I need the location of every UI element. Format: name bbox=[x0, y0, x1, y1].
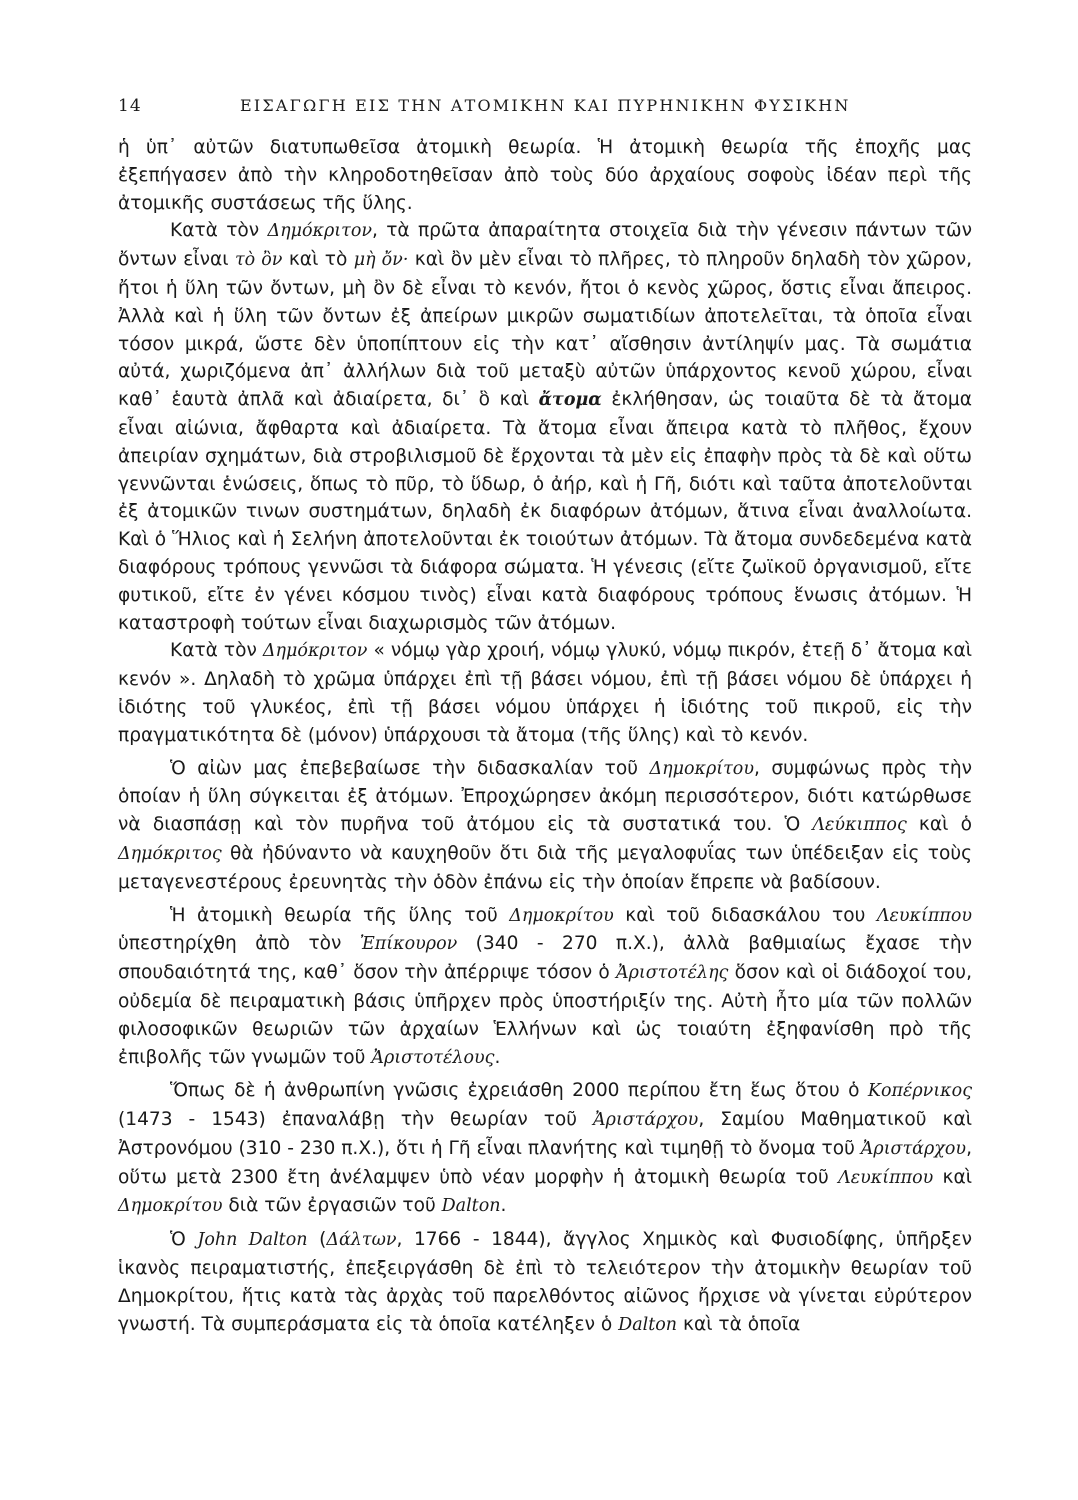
text-run: (1473 - 1543) ἐπαναλάβῃ τὴν θεωρίαν τοῦ bbox=[118, 1109, 594, 1131]
text-run: , τὰ πρῶτα ἀπαραίτητα στοιχεῖα διὰ τὴν γένεσιν πάντων τῶν ὄντων εἶναι bbox=[118, 220, 972, 271]
text-run: , Σαμίου Μαθηματικοῦ καὶ Ἀστρονόμου (310 - 230 π.Χ.), ὅτι ἡ Γῆ εἶναι πλανήτης καὶ τιμηθῇ τὸ ὄνομα τοῦ bbox=[118, 1109, 972, 1159]
text-run: ( bbox=[307, 1229, 327, 1251]
text-run: καὶ τὸ bbox=[282, 249, 354, 271]
text-run: καὶ ὂν μὲν εἶναι τὸ πλῆρες, τὸ πληροῦν δηλαδὴ τὸν χῶρον, ἤτοι ἡ ὕλη τῶν ὄντων, μὴ ὂν δὲ εἶναι τὸ κενόν, ἤτοι ὁ κενὸς χῶρος, ὅστις εἶναι ἄπειρος. Ἀλλὰ καὶ ἡ ὕλη τῶν ὄντων ἐξ ἀπείρων μικρῶν σωματιδίων ἀποτελεῖται, τὰ ὁποῖα εἶναι τόσον μικρά, ὥστε δὲν ὑποπίπτουν εἰς τὴν κατ᾽ αἴσθησιν ἀντίληψίν μας. Τὰ σωμάτια αὐτά, χωριζόμενα ἀπ᾽ ἀλλήλων διὰ τοῦ μεταξὺ αὐτῶν ὑπάρχοντος κενοῦ χώρου, εἶναι καθ᾽ ἑαυτὰ ἀπλᾶ καὶ ἀδιαίρετα, δι᾽ ὃ καὶ bbox=[118, 249, 973, 411]
text-run: , οὕτω μετὰ 2300 ἔτη ἀνέλαμψεν ὑπὸ νέαν μορφὴν ἡ ἀτομικὴ θεωρία τοῦ bbox=[118, 1137, 972, 1188]
text-run: . bbox=[494, 1046, 501, 1068]
running-title: ΕΙΣΑΓΩΓΗ ΕΙΣ ΤΗΝ ΑΤΟΜΙΚΗΝ ΚΑΙ ΠΥΡΗΝΙΚΗΝ ΦΥΣΙΚΗΝ bbox=[240, 96, 851, 115]
paragraph-3 bbox=[118, 637, 972, 749]
paragraph-1: ἡ ὑπ᾽ αὐτῶν διατυπωθεῖσα ἀτομικὴ θεωρία. Ἡ ἀτομικὴ θεωρία τῆς ἐποχῆς μας ἐξεπήγασεν ἀπὸ τὴν κληροδοτηθεῖσαν ἀπὸ τοὺς δύο ἀρχαίους σοφοὺς ἰδέαν περὶ τῆς ἀτομικῆς συστάσεως τῆς ὕλης. bbox=[118, 137, 972, 214]
text-run: . bbox=[500, 1195, 507, 1217]
text-run: « νόμῳ γὰρ χροιή, νόμῳ γλυκύ, νόμῳ πικρόν, ἐτεῇ δ᾽ ἄτομα καὶ κενόν ». Δηλαδὴ τὸ χρῶμα ὑπάρχει ἐπὶ τῇ βάσει νόμου, ἐπὶ τῇ βάσει νόμου δὲ ὑπάρχει ἡ ἰδιότης τοῦ γλυκέος, ἐπὶ τῇ βάσει νόμου ὑπάρχει ἡ ἰδιότης τοῦ πικροῦ, εἰς τὴν πραγματικότητα δὲ (μόνον) ὑπάρχουσι τὰ ἄτομα (τῆς ὕλης) καὶ τὸ κενόν. bbox=[118, 640, 972, 746]
term-non-being: μὴ ὄν· bbox=[353, 250, 409, 271]
text-run: Κατὰ τὸν bbox=[170, 640, 263, 662]
text-run: Ὅπως δὲ ἡ ἀνθρωπίνη γνῶσις ἐχρειάσθη 2000 περίπου ἔτη ἕως ὅτου ὁ bbox=[170, 1080, 868, 1102]
text-run: ὑπεστηρίχθη ἀπὸ τὸν bbox=[118, 933, 360, 955]
name-aristotle: Ἀριστοτέλους bbox=[371, 1047, 495, 1068]
name-dalton: Dalton bbox=[441, 1196, 501, 1217]
name-democritus: Δημόκριτος bbox=[118, 843, 222, 864]
term-being: τὸ ὂν bbox=[235, 250, 283, 271]
name-democritus: Δημόκριτον bbox=[267, 221, 372, 242]
body-text bbox=[118, 134, 972, 1339]
text-run: καὶ bbox=[933, 1166, 973, 1188]
text-run: ὅσον καὶ οἱ διάδοχοί του, οὐδεμία δὲ πειραματικὴ βάσις ὑπῆρχεν πρὸς ὑποστήριξίν της. Αὐτὴ ἦτο μία τῶν πολλῶν φιλοσοφικῶν θεωριῶν τῶν ἀρχαίων Ἑλλήνων καὶ ὡς τοιαύτη ἐξηφανίσθη πρὸ τῆς ἐπιβολῆς τῶν γνωμῶν τοῦ bbox=[118, 962, 972, 1068]
name-john-dalton: John Dalton bbox=[197, 1230, 308, 1251]
text-run: καὶ τοῦ διδασκάλου του bbox=[613, 904, 877, 926]
name-leucippus: Λεύκιππος bbox=[812, 815, 907, 836]
text-run: θὰ ἠδύναντο νὰ καυχηθοῦν ὅτι διὰ τῆς μεγαλοφυΐας των ὑπέδειξαν εἰς τοὺς μεταγενεστέρους ἐρευνητὰς τὴν ὁδὸν ἐπάνω εἰς τὴν ὁποίαν ἔπρεπε νὰ βαδίσουν. bbox=[118, 842, 972, 893]
text-run: Κατὰ τὸν bbox=[170, 220, 268, 242]
page-header bbox=[118, 96, 970, 126]
name-dalton-greek: Δάλτων bbox=[326, 1230, 397, 1251]
name-aristarchus: Ἀριστάρχου bbox=[860, 1138, 967, 1159]
paragraph-7 bbox=[118, 1226, 972, 1339]
name-aristotle: Ἀριστοτέλης bbox=[615, 963, 729, 984]
text-run: , 1766 - 1844), ἄγγλος Χημικὸς καὶ Φυσιοδίφης, ὑπῆρξεν ἱκανὸς πειραματιστής, ἐπεξειργάσθη δὲ ἐπὶ τὸ τελειότερον τὴν ἀτομικὴν θεωρίαν τοῦ Δημοκρίτου, ἥτις κατὰ τὰς ἀρχὰς τοῦ παρελθόντος αἰῶνος ἤρχισε νὰ γίνεται εὐρύτερον γνωστή. Τὰ συμπεράσματα εἰς τὰ ὁποῖα κατέληξεν ὁ bbox=[118, 1229, 972, 1335]
name-copernicus: Κοπέρνικος bbox=[867, 1081, 972, 1102]
name-democritus: Δημόκριτον bbox=[262, 641, 368, 662]
text-run: ἐκλήθησαν, ὡς τοιαῦτα δὲ τὰ ἄτομα εἶναι αἰώνια, ἄφθαρτα καὶ ἀδιαίρετα. Τὰ ἄτομα εἶναι ἄπειρα κατὰ τὸ πλῆθος, ἔχουν ἀπειρίαν σχημάτων, διὰ στροβιλισμοῦ δὲ ἔρχονται τὰ μὲν εἰς ἐπαφὴν πρὸς τὰ δὲ καὶ οὕτω γεννῶνται ἑνώσεις, ὅπως τὸ πῦρ, τὸ ὕδωρ, ὁ ἀήρ, καὶ ἡ Γῆ, διότι καὶ ταῦτα ἀποτελοῦνται ἐξ ἀτομικῶν τινων συστημάτων, δηλαδὴ ἐκ διαφόρων ἀτόμων, ἅτινα εἶναι ἀναλλοίωτα. Καὶ ὁ Ἥλιος καὶ ἡ Σελήνη ἀποτελοῦνται ἐκ τοιούτων ἀτόμων. Τὰ ἄτομα συνδεδεμένα κατὰ διαφόρους τρόπους γεννῶσι τὰ διάφορα σώματα. Ἡ γένεσις (εἴτε ζωϊκοῦ ὀργανισμοῦ, εἴτε φυτικοῦ, εἴτε ἐν γένει κόσμου τινὸς) εἶναι κατὰ διαφόρους τρόπους ἕνωσις ἀτόμων. Ἡ καταστροφὴ τούτων εἶναι διαχωρισμὸς τῶν ἀτόμων. bbox=[118, 389, 972, 634]
term-atoma: ἄτομα bbox=[538, 390, 602, 411]
paragraph-2 bbox=[118, 217, 972, 637]
paragraph-4 bbox=[118, 755, 972, 897]
page-number: 14 bbox=[118, 96, 142, 116]
text-run: διὰ τῶν ἐργασιῶν τοῦ bbox=[222, 1195, 442, 1217]
name-epicurus: Ἐπίκουρον bbox=[359, 934, 458, 955]
name-democritus: Δημοκρίτου bbox=[509, 905, 614, 926]
text-run: (340 - 270 π.Χ.), ἀλλὰ βαθμιαίως ἔχασε τὴν σπουδαιότητά της, καθ᾽ ὅσον τὴν ἀπέρριψε τόσον ὁ bbox=[118, 933, 972, 984]
text-run: καὶ ὁ bbox=[906, 814, 972, 836]
paragraph-6 bbox=[118, 1077, 972, 1221]
text-run: , συμφώνως πρὸς τὴν ὁποίαν ἡ ὕλη σύγκειται ἐξ ἀτόμων. Ἐπροχώρησεν ἀκόμη περισσότερον, διότι κατώρθωσε νὰ διασπάσῃ καὶ τὸν πυρῆνα τοῦ ἀτόμου εἰς τὰ συστατικά του. Ὁ bbox=[118, 757, 972, 836]
text-run: Ὁ αἰὼν μας ἐπεβεβαίωσε τὴν διδασκαλίαν τοῦ bbox=[170, 757, 650, 779]
text-run: καὶ τὰ ὁποῖα bbox=[677, 1313, 801, 1335]
text-run: Ἡ ἀτομικὴ θεωρία τῆς ὕλης τοῦ bbox=[170, 904, 510, 926]
name-dalton: Dalton bbox=[618, 1314, 678, 1335]
name-leucippus: Λευκίππου bbox=[876, 905, 973, 926]
name-leucippus: Λευκίππου bbox=[838, 1167, 934, 1188]
paragraph-5 bbox=[118, 902, 972, 1073]
text-run: Ὁ bbox=[170, 1229, 198, 1251]
name-aristarchus: Ἀριστάρχου bbox=[593, 1110, 699, 1131]
name-democritus: Δημοκρίτου bbox=[118, 1196, 223, 1217]
name-democritus: Δημοκρίτου bbox=[649, 758, 754, 779]
